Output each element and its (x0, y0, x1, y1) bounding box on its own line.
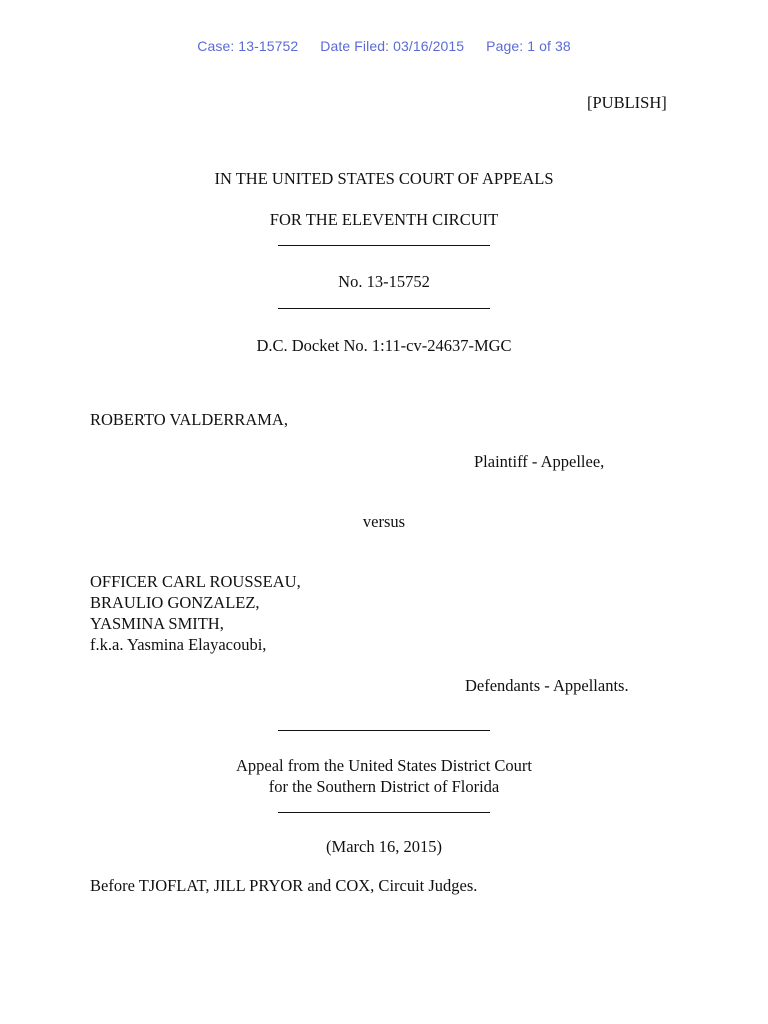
publish-tag: [PUBLISH] (587, 93, 667, 112)
separator-rule (278, 308, 490, 309)
plaintiff-role: Plaintiff - Appellee, (474, 452, 605, 471)
separator-rule (278, 812, 490, 813)
filing-header (0, 38, 768, 54)
appeal-line1: Appeal from the United States District Court (235, 756, 533, 775)
docket-number: D.C. Docket No. 1:11-cv-24637-MGC (256, 336, 512, 355)
court-name-line1: IN THE UNITED STATES COURT OF APPEALS (214, 169, 554, 188)
versus-label: versus (362, 512, 406, 531)
defendant-name: BRAULIO GONZALEZ, (90, 593, 260, 612)
court-name-line2: FOR THE ELEVENTH CIRCUIT (269, 210, 499, 229)
decision-date: (March 16, 2015) (326, 837, 442, 856)
case-number: No. 13-15752 (338, 272, 430, 291)
plaintiff-name: ROBERTO VALDERRAMA, (90, 410, 288, 429)
separator-rule (278, 730, 490, 731)
panel-judges: Before TJOFLAT, JILL PRYOR and COX, Circuit Judges. (90, 876, 478, 895)
separator-rule (278, 245, 490, 246)
page-count-stamp: Page: 1 of 38 (486, 38, 571, 54)
defendants-role: Defendants - Appellants. (465, 676, 629, 695)
defendant-name: OFFICER CARL ROUSSEAU, (90, 572, 301, 591)
defendant-alias: f.k.a. Yasmina Elayacoubi, (90, 635, 267, 654)
date-filed-stamp: Date Filed: 03/16/2015 (320, 38, 465, 54)
case-number-stamp: Case: 13-15752 (197, 38, 299, 54)
appeal-line2: for the Southern District of Florida (268, 777, 500, 796)
defendant-name: YASMINA SMITH, (90, 614, 224, 633)
